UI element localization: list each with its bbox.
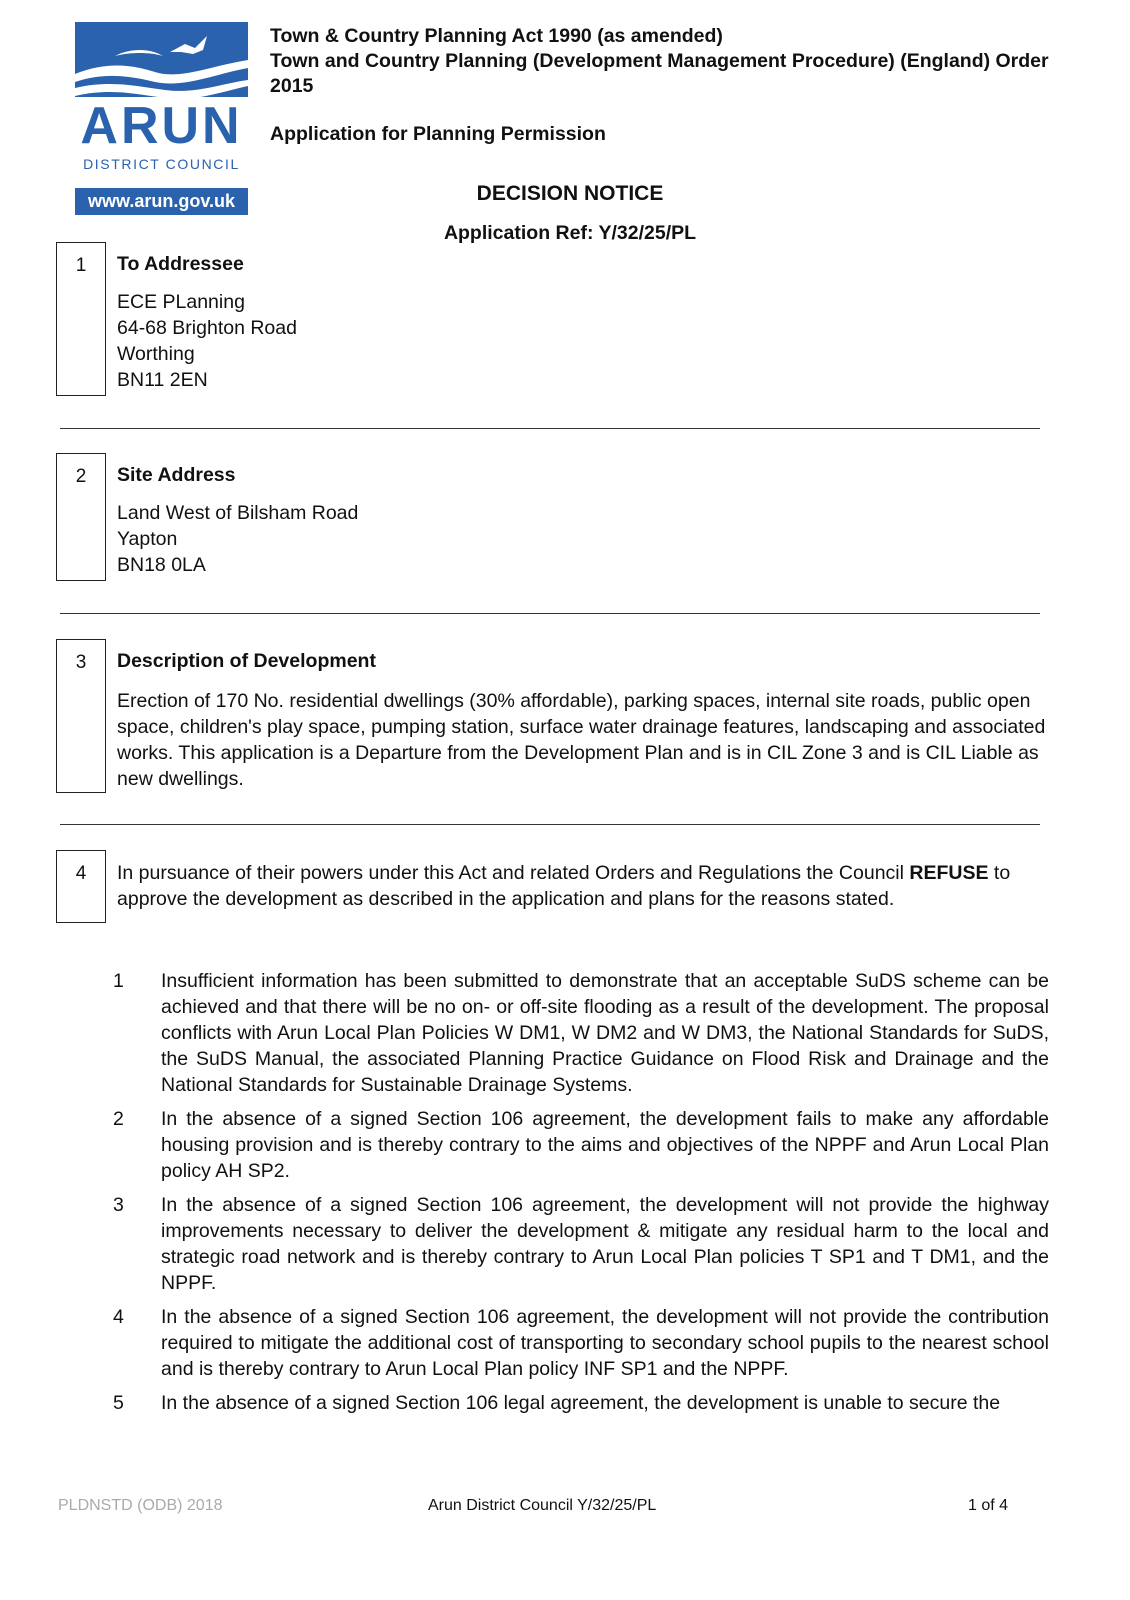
- section-number: 4: [75, 863, 87, 884]
- refusal-reasons-list: [110, 968, 1060, 1424]
- header-order: Town and Country Planning (Development Management Procedure) (England) Order 2015: [270, 50, 1049, 97]
- reason-text: In the absence of a signed Section 106 legal agreement, the development is unable to secure the: [161, 1392, 1001, 1414]
- decision-text: to approve the development as described in the application and plans for the reasons stated.: [117, 862, 1011, 910]
- divider: [60, 824, 1040, 825]
- section-heading-description: Description of Development: [117, 650, 376, 672]
- section-number-box: [56, 850, 106, 923]
- section-number: 2: [75, 466, 87, 487]
- logo-wordmark: ARUN: [80, 97, 243, 155]
- application-ref: Application Ref: Y/32/25/PL: [443, 222, 697, 244]
- address-line: Land West of Bilsham Road: [117, 502, 359, 524]
- footer-code: PLDNSTD (ODB) 2018: [58, 1497, 223, 1514]
- address-line: ECE PLanning: [117, 291, 245, 313]
- address-line: BN11 2EN: [117, 369, 208, 391]
- decision-text: In pursuance of their powers under this Act and related Orders and Regulations the Council: [117, 862, 910, 884]
- section-number: 1: [75, 255, 87, 276]
- decision-statement: [117, 860, 1052, 912]
- list-item: [110, 1106, 1060, 1184]
- address-line: Yapton: [117, 528, 178, 550]
- reason-number: 5: [113, 1392, 124, 1414]
- divider: [60, 428, 1040, 429]
- list-item: [110, 1390, 1060, 1416]
- development-description: Erection of 170 No. residential dwellings (30% affordable), parking spaces, internal site roads, public open space, children's play space, pumping station, surface water drainage features, landscaping and associated works. This application is a Departure from the Development Plan and is in CIL Zone 3 and is CIL Liable as new dwellings.: [117, 690, 1046, 790]
- wave-bird-icon: [75, 22, 248, 97]
- section-number-box: [56, 453, 106, 581]
- council-logo: [75, 22, 248, 211]
- section-number-box: [56, 242, 106, 396]
- address-line: Worthing: [117, 343, 195, 365]
- list-item: [110, 1304, 1060, 1382]
- address-line: 64-68 Brighton Road: [117, 317, 297, 339]
- divider: [60, 613, 1040, 614]
- reason-number: 2: [113, 1108, 124, 1130]
- logo-url[interactable]: www.arun.gov.uk: [75, 188, 248, 215]
- page-title: DECISION NOTICE: [476, 182, 664, 205]
- section-number: 3: [75, 652, 87, 673]
- logo-subtitle: DISTRICT COUNCIL: [83, 156, 240, 172]
- reason-text: Insufficient information has been submitted to demonstrate that an acceptable SuDS scheme can be achieved and that there will be no on- or off-site flooding as a result of the development. The proposal conflicts with Arun Local Plan Policies W DM1, W DM2 and W DM3, the National Standards for SuDS, the SuDS Manual, the associated Planning Practice Guidance on Flood Risk and Drainage and the National Standards for Sustainable Drainage Systems.: [161, 970, 1049, 1096]
- page-number: 1 of 4: [968, 1497, 1009, 1514]
- reason-text: In the absence of a signed Section 106 agreement, the development will not provide the highway improvements necessary to deliver the development & mitigate any residual harm to the local and strategic road network and is thereby contrary to Arun Local Plan policies T SP1 and T DM1, and the NPPF.: [161, 1194, 1049, 1294]
- list-item: [110, 1192, 1060, 1296]
- addressee-address: [117, 289, 297, 393]
- reason-text: In the absence of a signed Section 106 agreement, the development fails to make any affordable housing provision and is thereby contrary to the aims and objectives of the NPPF and Arun Local Plan policy AH SP2.: [161, 1108, 1049, 1182]
- logo-banner: [75, 22, 248, 97]
- header-application-type: Application for Planning Permission: [270, 123, 606, 145]
- section-heading-site: Site Address: [117, 464, 236, 486]
- reason-number: 3: [113, 1194, 124, 1216]
- section-heading-addressee: To Addressee: [117, 253, 244, 275]
- decision-word: REFUSE: [909, 862, 989, 884]
- footer-reference: Arun District Council Y/32/25/PL: [428, 1497, 657, 1514]
- list-item: [110, 968, 1060, 1098]
- section-number-box: [56, 639, 106, 793]
- reason-number: 4: [113, 1306, 124, 1328]
- reason-text: In the absence of a signed Section 106 agreement, the development will not provide the contribution required to mitigate the additional cost of transporting to secondary school pupils to the nearest school and is thereby contrary to Arun Local Plan policy INF SP1 and the NPPF.: [161, 1306, 1049, 1380]
- address-line: BN18 0LA: [117, 554, 206, 576]
- site-address: [117, 500, 358, 578]
- reason-number: 1: [113, 970, 124, 992]
- header-act: Town & Country Planning Act 1990 (as amended): [270, 25, 723, 47]
